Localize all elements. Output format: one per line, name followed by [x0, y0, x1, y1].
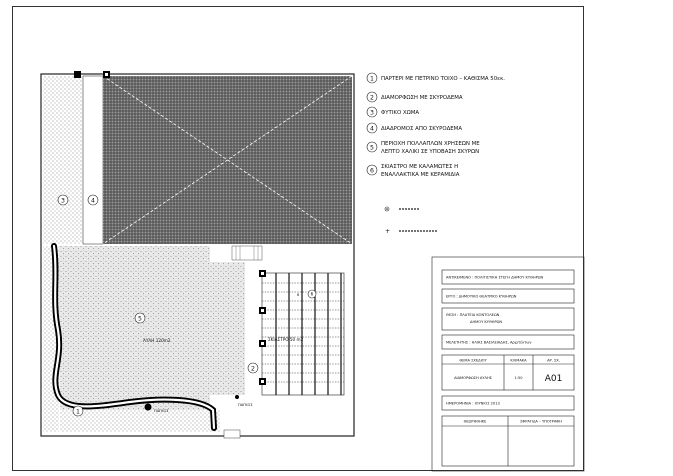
courtyard-gravel-area	[58, 246, 245, 410]
plan-num-1: 1	[76, 408, 80, 416]
tb-date: ΗΜΕΡΟΜΗΝΙΑ : ΙΟΥΝΙΟΣ 2013	[446, 401, 500, 406]
legend-num: 5	[370, 144, 374, 152]
legend-text: ΠΑΡΤΕΡΙ ΜΕ ΠΕΤΡΙΝΟ ΤΟΙΧΟ – ΚΑΘΙΣΜΑ 50εκ.	[381, 76, 505, 82]
tb-location-2: ΔΗΜΟΥ ΚΥΘΗΡΩΝ	[470, 320, 503, 324]
plan-num-4: 4	[91, 197, 95, 205]
plan-num-2: 2	[251, 365, 255, 373]
tb-col-title: ΘΕΜΑ ΣΧΕΔΙΟΥ	[459, 358, 487, 363]
legend-text: ΣΚΙΑΣΤΡΟ ΜΕ ΚΑΛΑΜΩΤΕΣ Η	[381, 164, 459, 170]
concrete-path	[83, 76, 103, 244]
tb-location-1: ΘΕΣΗ : ΠΛΑΤΕΙΑ ΚΟΝΤΟΛΕΩΝ	[446, 313, 500, 317]
legend-text: ΠΕΡΙΟΧΗ ΠΟΛΛΑΠΛΩΝ ΧΡΗΣΕΩΝ ΜΕ	[381, 141, 480, 147]
legend-num: 6	[370, 167, 374, 175]
tb-col-no: ΑΡ. ΣΧ.	[547, 358, 560, 363]
spot-light-icon: +	[385, 228, 391, 235]
bench-marker	[235, 395, 239, 399]
legend-text: ΦΥΤΙΚΟ ΧΩΜΑ	[381, 110, 420, 116]
title-block	[432, 257, 584, 471]
courtyard-label: ΑΥΛΗ 120m2	[143, 338, 171, 343]
shade-area-num: 6	[297, 293, 300, 297]
bench-label: ΠΑΓΚΟΣ	[154, 409, 169, 413]
entrance	[224, 430, 240, 438]
tb-designer: ΜΕΛΕΤΗΤΗΣ : ΗΛΙΑΣ ΒΑΣΙΛΕΙΑΔΗΣ, Αρχιτέκτων	[446, 340, 532, 345]
legend	[367, 73, 505, 235]
legend-text: ΔΙΑΜΟΡΦΩΣΗ ΜΕ ΣΚΥΡΟΔΕΜΑ	[381, 95, 463, 101]
bench2-label: ΠΑΓΚΟΣ	[238, 403, 253, 407]
planting-soil-area	[43, 76, 83, 244]
legend-text: ΕΝΑΛΛΑΚΤΙΚΑ ΜΕ ΚΕΡΑΜΙΔΙΑ	[381, 172, 460, 178]
legend-text: ΔΙΑΔΡΟΜΟΣ ΑΠΟ ΣΚΥΡΟΔΕΜΑ	[381, 126, 463, 132]
tb-project: ΑΝΤΙΚΕΙΜΕΝΟ : ΠΟΛΙΤΙΣΤΙΚΗ ΣΤΕΓΗ ΔΗΜΟΥ ΚΥΘΗΡΩΝ	[446, 275, 544, 280]
steps	[232, 246, 262, 260]
post-marker	[74, 71, 81, 78]
tb-sig-left: ΘΕΩΡΗΘΗΚΕ	[463, 419, 487, 424]
tb-sig-right: ΣΦΡΑΓΙΔΑ – ΥΠΟΓΡΑΦΗ	[520, 419, 562, 424]
tb-col-scale: ΚΛΙΜΑΚΑ	[510, 358, 527, 363]
tb-sheet-no: Α01	[544, 374, 563, 384]
planting-strip-bottom	[60, 410, 220, 432]
legend-num: 1	[370, 75, 374, 83]
legend-num: 2	[370, 94, 374, 102]
tb-drawing-title: ΔΙΑΜΟΡΦΩΣΗ ΑΥΛΗΣ	[454, 376, 492, 380]
plan-num-3: 3	[61, 197, 65, 205]
tb-scale: 1:50	[514, 376, 523, 380]
bench-marker	[145, 404, 152, 411]
plan-num-5: 5	[138, 315, 142, 323]
legend-num: 3	[370, 109, 374, 117]
legend-num: 4	[370, 125, 374, 133]
plan-num-6: 6	[310, 291, 314, 297]
shade-label: ΣΚΙΑΣΤΡΟ 50 m2	[268, 337, 304, 342]
shade-structure	[262, 273, 344, 395]
tb-owner: ΕΡΓΟ : ΔΗΜΟΤΙΚΟ ΘΕΑΤΡΙΚΟ ΚΥΘΗΡΩΝ	[446, 294, 517, 299]
legend-text: ΛΕΠΤΟ ΧΑΛΙΚΙ ΣΕ ΥΠΟΒΑΣΗ ΣΚΥΡΩΝ	[381, 149, 480, 155]
